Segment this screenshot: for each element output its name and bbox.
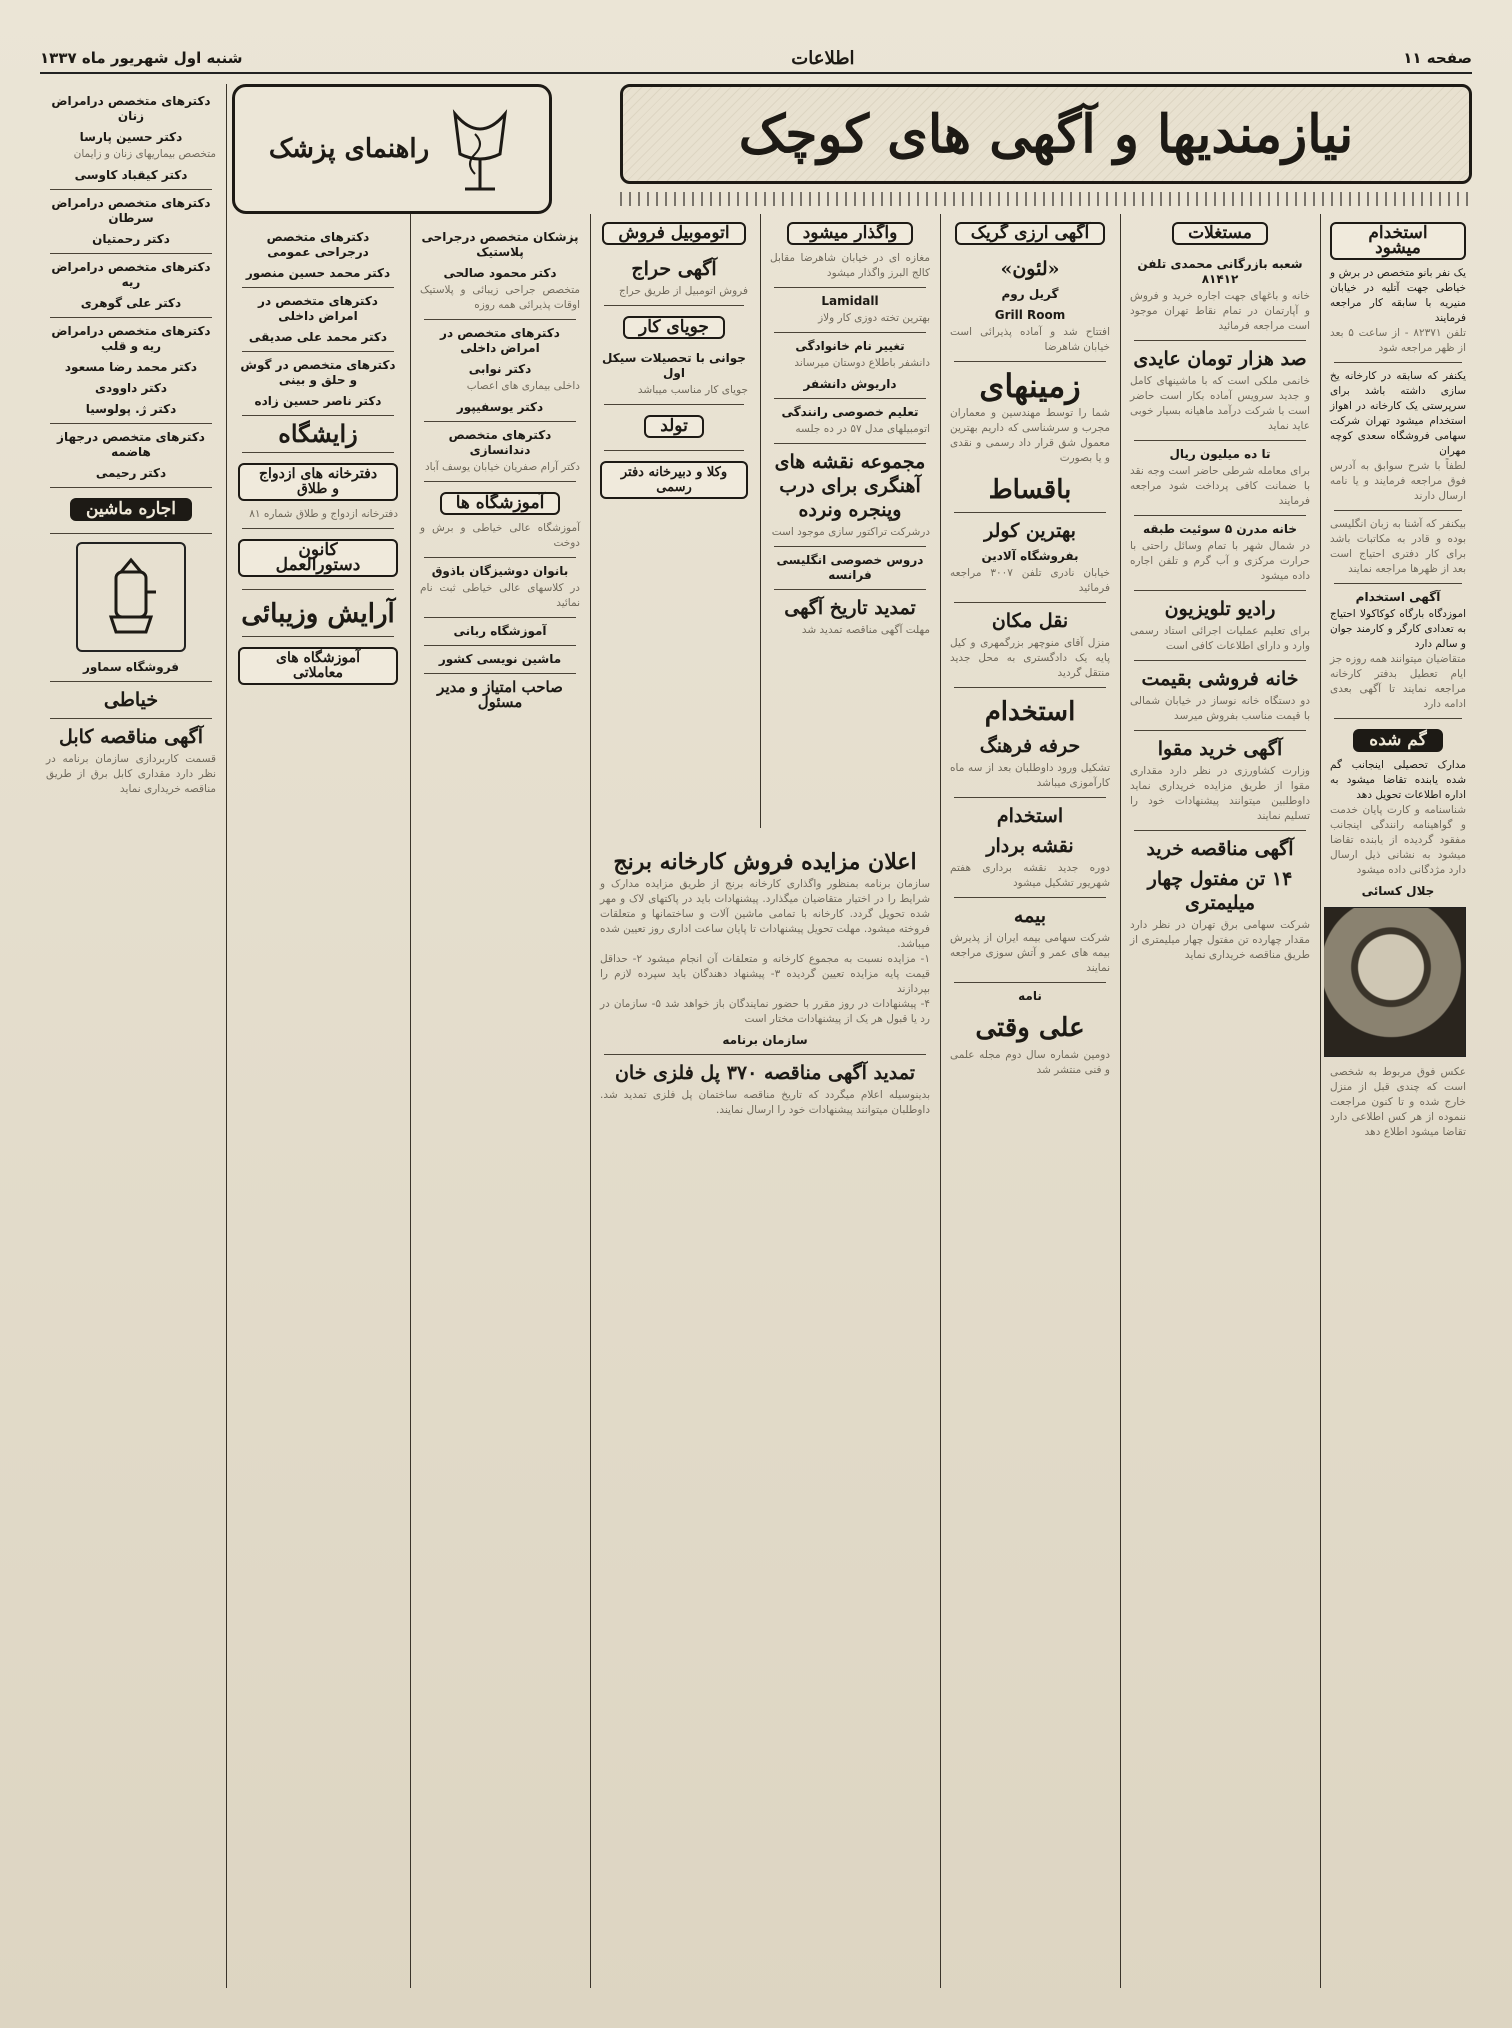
ad-heading: شعبه بازرگانی محمدی تلفن ۸۱۴۱۲ bbox=[1137, 257, 1303, 286]
ad-heading: دکترهای متخصص دندانسازی bbox=[448, 428, 552, 457]
ad-heading: خیاطی bbox=[103, 689, 159, 711]
column-7: دکترهای متخصص درجراحی عمومی دکتر محمد حسین منصور دکترهای متخصص در امراض داخلی دکتر محمد علی صدیقی دکترهای متخصص در گوش و حلق و بینی دکتر ناصر حسین زاده زایشگاه دفترخانه های ازدواج و طلاق دفترخانه ازدواج و طلاق شماره ۸۱ کانون دستورالعمل آرایش وزیبائی آموزشگاه های معاملاتی bbox=[232, 220, 404, 1988]
ad-heading: نقشه بردار bbox=[986, 835, 1074, 857]
auction-notice: اعلان مزایده فروش کارخانه برنج سازمان برنامه بمنظور واگذاری کارخانه برنج از طریق مزایده مدارک و شرایط را در اختیار متقاضیان میگذارد. پیشنهادات باید در پاکتهای لاک و مهر شده تحویل گردد. کارخانه با تمامی ماشین آلات و ساختمانها و متعلقات فروخته میشود. مهلت تحویل پیشنهادات تا پایان ساعت اداری روز تعیین شده میباشد. ۱- مزایده نسبت به مجموع کارخانه و متعلقات آن انجام میشود ۲- حداقل قیمت پایه مزایده تعیین گردیده ۳- پیشنهاد دهندگان باید سپرده لازم را بپردازند ۴- پیشنهادات در روز مقرر با حضور نمایندگان باز خواهد شد ۵- سازمان در رد یا قبول هر یک از پیشنهادات مختار است سازمان برنامه تمدید آگهی مناقصه ۳۷۰ پل فلزی خان بدینوسیله اعلام میگردد که تاریخ مناقصه ساختمان پل فلزی تمدید شد. داوطلبان میتوانند پیشنهادات خود را ارسال نمایند. bbox=[600, 849, 931, 1116]
signature-name: جلال کسائی bbox=[1361, 884, 1435, 898]
page-number: صفحه ۱۱ bbox=[1403, 49, 1472, 67]
banner-title: نیازمندیها و آگهی های کوچک bbox=[738, 103, 1354, 165]
section-heading: پزشکان متخصص درجراحی پلاستیک bbox=[421, 230, 579, 259]
ad-heading: آگهی خرید مقوا bbox=[1157, 738, 1283, 760]
ad-heading: دکترهای متخصص در گوش و حلق و بینی bbox=[240, 358, 396, 387]
doctors-guide-emblem bbox=[232, 84, 552, 214]
ad-subheading: بفروشگاه آلادین bbox=[981, 549, 1079, 563]
ad-heading: دکتر محمد رضا مسعود bbox=[64, 360, 198, 374]
ad-heading: فروشگاه سماور bbox=[82, 660, 180, 674]
ad-heading: آگهی مناقصه خرید bbox=[1146, 838, 1294, 860]
section-heading: دکترهای متخصص درامراض زنان bbox=[51, 94, 211, 123]
ad-heading: آگهی حراج bbox=[631, 258, 717, 280]
ad-heading: دکتر علی گوهری bbox=[80, 296, 182, 310]
ad-heading: دکترهای متخصص در امراض داخلی bbox=[440, 326, 560, 355]
section-heading: مستغلات bbox=[1172, 222, 1268, 245]
ad-heading: دکترهای متخصص درامراض ریه و قلب bbox=[51, 324, 211, 353]
ad-heading: خانه مدرن ۵ سوئیت طبقه bbox=[1142, 522, 1298, 536]
ad-heading: ۱۴ تن مفتول چهار میلیمتری bbox=[1147, 868, 1293, 914]
ad-heading: تغییر نام خانوادگی bbox=[795, 339, 905, 353]
ad-heading: دکترهای متخصص درامراض ریه bbox=[51, 260, 211, 289]
ad-heading: آگهی استخدام bbox=[1355, 590, 1441, 604]
notice-title: اعلان مزایده فروش کارخانه برنج bbox=[613, 849, 917, 875]
ad-subheading-latin: Grill Room bbox=[994, 308, 1066, 322]
ad-heading: دکترهای متخصص در امراض داخلی bbox=[258, 294, 378, 323]
ad-heading: نقل مکان bbox=[991, 610, 1069, 632]
masthead bbox=[40, 48, 1472, 74]
ad-heading: «لئون» bbox=[1000, 258, 1060, 280]
ad-big-heading: استخدام bbox=[984, 697, 1076, 727]
column-3: آگهی ارزی گریک «لئون» گریل روم Grill Room افتتاح شد و آماده پذیرائی است خیابان شاهرضا زمینهای شما را توسط مهندسین و معماران مجرب و سرشناسی که داریم بهترین معمول شق قرار داد رسمی و نقدی و یا بصورت باقساط بهترین کولر بفروشگاه آلادین خیابان نادری تلفن ۳۰۰۷ مراجعه فرمائید نقل مکان منزل آقای منوچهر بزرگمهری و کیل پایه یک دادگستری به محل جدید منتقل گردید استخدام حرفه فرهنگ تشکیل ورود داوطلبان بعد از سه ماه کارآموزی میباشد استخدام نقشه بردار دوره جدید نقشه برداری هفتم شهریور تشکیل میشود بیمه شرکت سهامی بیمه ایران از پذیرش بیمه های عمر و آتش سوزی مراجعه نمایند نامه علی وقتی دومین شماره سال دوم مجله علمی و فنی منتشر شد bbox=[950, 223, 1111, 1076]
ad-heading: حرفه فرهنگ bbox=[979, 735, 1081, 757]
section-heading: دفترخانه های ازدواج و طلاق bbox=[238, 463, 398, 501]
ad-text: اموزدگاه بارگاه کوکاکولا احتیاج به تعدادی کارگر و کارمند جوان و سالم دارد bbox=[1330, 608, 1466, 650]
section-heading: جویای کار bbox=[623, 316, 725, 339]
ad-subheading: داریوش دانشفر bbox=[803, 377, 897, 391]
portrait-photo bbox=[1324, 907, 1466, 1057]
column-4: واگذار میشود مغازه ای در خیابان شاهرضا مقابل کالج البرز واگذار میشود Lamidall بهترین تخته دوزی کار ولاز تغییر نام خانوادگی دانشفر باطلاع دوستان میرساند داریوش دانشفر تعلیم خصوصی رانندگی اتومبیلهای مدل ۵۷ در ده جلسه مجموعه نقشه های آهنگری برای درب وپنجره ونرده درشرکت تراکتور سازی موجود است دروس خصوصی انگلیسی فرانسه تمدید تاریخ آگهی مهلت آگهی مناقصه تمدید شد bbox=[770, 223, 930, 636]
column-2: مستغلات شعبه بازرگانی محمدی تلفن ۸۱۴۱۲ خانه و باغهای جهت اجاره خرید و فروش و آپارتمان در تمام نقاط تهران موجود است مراجعه فرمائید صد هزار تومان عایدی خانمی ملکی است که با ماشینهای کامل و جدید سرویس آماده بکار است حاضر است با شرکت درآمد ماهیانه بسیار خوبی عاید نماید تا ده میلیون ریال برای معامله شرطی حاضر است وجه نقد با ضمانت کافی پرداخت شود مراجعه فرمایند خانه مدرن ۵ سوئیت طبقه در شمال شهر با تمام وسائل راحتی با حرارت مرکزی و آب گرم و تلفن اجاره داده میشود رادیو تلویزیون برای تعلیم عملیات اجرائی استاد رسمی وارد و دارای اطلاعات کافی است خانه فروشی بقیمت دو دستگاه خانه نوساز در خیابان شمالی با قیمت مناسب بفروش میرسد آگهی خرید مقوا وزارت کشاورزی در نظر دارد مقداری مقوا از طریق مزایده خریداری نماید داوطلبین میتوانند پیشنهادات خود را تسلیم نمایند آگهی مناقصه خرید ۱۴ تن مفتول چهار میلیمتری شرکت سهامی برق تهران در نظر دارد مقدار چهارده تن مفتول چهار میلیمتری از طریق مناقصه خریداری نماید bbox=[1130, 223, 1310, 961]
ad-heading: تا ده میلیون ریال bbox=[1169, 447, 1271, 461]
section-heading: اتوموبیل فروش bbox=[602, 222, 745, 245]
ad-subheading: نامه bbox=[1018, 989, 1042, 1003]
ad-heading: دکتر محمود صالحی bbox=[443, 266, 557, 280]
notice-footer: سازمان برنامه bbox=[722, 1033, 808, 1047]
section-heading: آگهی ارزی گریک bbox=[955, 222, 1106, 245]
ad-heading: دکتر ناصر حسین زاده bbox=[254, 394, 382, 408]
samovar-icon bbox=[96, 552, 166, 642]
ad-heading: بانوان دوشیزگان باذوق bbox=[431, 564, 569, 578]
ad-heading: Lamidall bbox=[821, 294, 879, 308]
column-5: اتوموبیل فروش آگهی حراج فروش اتومبیل از طریق حراج جویای کار جوانی با تحصیلات سیکل اول جویای کار مناسب میباشد تولد وکلا و دبیرخانه دفتر رسمی bbox=[594, 214, 754, 828]
caduceus-icon bbox=[445, 104, 515, 194]
ad-subheading: گریل روم bbox=[1001, 287, 1059, 301]
ad-heading: استخدام bbox=[996, 805, 1064, 827]
ad-heading: تعلیم خصوصی رانندگی bbox=[781, 405, 919, 419]
ad-heading: زایشگاه bbox=[278, 419, 358, 448]
section-heading: وکلا و دبیرخانه دفتر رسمی bbox=[600, 461, 748, 499]
ad-heading: دکتر محمد حسین منصور bbox=[245, 266, 391, 280]
ad-heading: آموزشگاه ربانی bbox=[453, 624, 547, 638]
ad-big-heading: علی وقتی bbox=[975, 1013, 1085, 1043]
ad-heading: دروس خصوصی انگلیسی فرانسه bbox=[776, 553, 924, 582]
ad-heading: دکتر نوابی bbox=[468, 362, 532, 376]
emblem-title: راهنمای پزشک bbox=[268, 134, 430, 164]
section-heading: آموزشگاه های معاملاتی bbox=[238, 647, 398, 685]
section-heading: کانون دستورالعمل bbox=[238, 539, 398, 577]
section-heading: واگذار میشود bbox=[787, 222, 914, 245]
section-heading: اجاره ماشین bbox=[70, 498, 192, 521]
ad-heading: دکترهای متخصص درامراض سرطان bbox=[51, 196, 211, 225]
ad-heading: صد هزار تومان عایدی bbox=[1133, 348, 1307, 370]
ad-big-heading: زمینهای bbox=[979, 367, 1081, 405]
ad-heading: صاحب امتیاز و مدیر مسئول bbox=[437, 678, 563, 711]
notice-title-2: تمدید آگهی مناقصه ۳۷۰ پل فلزی خان bbox=[614, 1062, 916, 1084]
issue-date: شنبه اول شهریور ماه ۱۳۳۷ bbox=[40, 49, 243, 67]
ad-heading: دکتر داوودی bbox=[94, 381, 168, 395]
lost-heading: گم شده bbox=[1353, 729, 1442, 752]
column-1: استخدام میشود یک نفر بانو متخصص در برش و خیاطی جهت آتلیه در خیابان منیریه با سابقه کار مراجعه فرمایند تلفن ۸۲۳۷۱ - از ساعت ۵ بعد از ظهر مراجعه شود یکنفر که سابقه در کارخانه یخ سازی داشته باشد برای سرپرستی یک کارخانه در اهواز استخدام میشود تهران شرکت سهامی فروشگاه سعدی کوچه مهران لطفاً با شرح سوابق به آدرس فوق مراجعه فرمایند و یا نامه ارسال دارند بیکنفر که آشنا به زبان انگلیسی بوده و قادر به مکاتبات باشد برای کار دفتری احتیاج است بعد از ظهرها مراجعه نمایند آگهی استخدام اموزدگاه بارگاه کوکاکولا احتیاج به تعدادی کارگر و کارمند جوان و سالم دارد متقاضیان میتوانند همه روزه جز ایام تعطیل بدفتر کارخانه مراجعه نمایند تا آگهی بعدی ادامه دارد گم شده مدارک تحصیلی اینجانب گم شده یابنده تقاضا میشود به اداره اطلاعات تحویل دهد شناسنامه و کارت پایان خدمت و گواهینامه رانندگی اینجانب مفقود گردیده از یابنده تقاضا میشود به نشانی ذیل ارسال دارد مژدگانی داده میشود جلال کسائی عکس فوق مربوط به شخصی است که چندی قبل از منزل خارج شده و تا کنون مراجعت ننموده از هر کس اطلاعی دارد تقاضا میشود اطلاع دهد bbox=[1324, 214, 1472, 1988]
section-heading: آموزشگاه ها bbox=[440, 492, 561, 515]
ad-heading: دکتر محمد علی صدیقی bbox=[248, 330, 388, 344]
decorative-zigzag bbox=[620, 192, 1472, 206]
ad-heading: بیمه bbox=[1013, 905, 1047, 927]
ad-big-heading: آرایش وزیبائی bbox=[241, 599, 395, 629]
ad-heading: جوانی با تحصیلات سیکل اول bbox=[602, 351, 746, 380]
ad-text: یکنفر که سابقه در کارخانه یخ سازی داشته باشد برای سرپرستی یک کارخانه در اهواز استخدام میشود تهران شرکت سهامی فروشگاه سعدی کوچه مهران bbox=[1330, 370, 1466, 457]
ad-heading: دکتر کیقباد کاوسی bbox=[74, 168, 188, 182]
paper-name: اطلاعات bbox=[791, 47, 855, 69]
ad-heading: دکتر رحمتیان bbox=[92, 232, 170, 246]
ad-heading: مجموعه نقشه های آهنگری برای درب وپنجره ونرده bbox=[774, 451, 926, 521]
ad-heading: تمدید تاریخ آگهی bbox=[784, 597, 916, 619]
ad-heading: دکتر حسین پارسا bbox=[79, 130, 183, 144]
classifieds-banner bbox=[620, 84, 1472, 184]
ad-text: یک نفر بانو متخصص در برش و خیاطی جهت آتلیه در خیابان منیریه با سابقه کار مراجعه فرمایند bbox=[1330, 267, 1466, 324]
section-heading: تولد bbox=[644, 415, 704, 438]
ad-heading: بهترین کولر bbox=[984, 520, 1076, 542]
ad-heading: دکتر یوسفیپور bbox=[456, 400, 544, 414]
column-8: دکترهای متخصص درامراض زنان دکتر حسین پارسا متخصص بیماریهای زنان و زایمان دکتر کیقباد کاوسی دکترهای متخصص درامراض سرطان دکتر رحمتیان دکترهای متخصص درامراض ریه دکتر علی گوهری دکترهای متخصص درامراض ریه و قلب دکتر محمد رضا مسعود دکتر داوودی دکتر ژ. پولوسیا دکترهای متخصص درجهاز هاضمه دکتر رحیمی اجاره ماشین فروشگاه سماور خیاطی آگهی مناقصه کابل قسمت کاربردازی سازمان برنامه در نظر دارد مقداری کابل برق از طریق مناقصه خریداری نماید bbox=[46, 94, 216, 795]
ad-big-heading: باقساط bbox=[988, 475, 1072, 505]
ad-heading: رادیو تلویزیون bbox=[1164, 598, 1276, 620]
ad-heading: خانه فروشی بقیمت bbox=[1141, 668, 1299, 690]
ad-heading: دکترهای متخصص درجهاز هاضمه bbox=[57, 430, 205, 459]
column-6: پزشکان متخصص درجراحی پلاستیک دکتر محمود صالحی متخصص جراحی زیبائی و پلاستیک اوقات پذیرائی همه روزه دکترهای متخصص در امراض داخلی دکتر نوابی داخلی بیماری های اعصاب دکتر یوسفیپور دکترهای متخصص دندانسازی دکتر آرام صفریان خیابان یوسف آباد آموزشگاه ها آموزشگاه عالی خیاطی و برش و دوخت بانوان دوشیزگان باذوق در کلاسهای عالی خیاطی ثبت نام نمائید آموزشگاه ربانی ماشین نویسی کشور صاحب امتیاز و مدیر مسئول bbox=[420, 230, 580, 711]
section-heading: استخدام میشود bbox=[1330, 222, 1466, 260]
section-heading: دکترهای متخصص درجراحی عمومی bbox=[266, 230, 370, 259]
ad-text: مدارک تحصیلی اینجانب گم شده یابنده تقاضا میشود به اداره اطلاعات تحویل دهد bbox=[1330, 759, 1466, 801]
ad-heading: دکتر رحیمی bbox=[95, 466, 167, 480]
samovar-ad-image bbox=[76, 542, 186, 652]
ad-heading: ماشین نویسی کشور bbox=[438, 652, 562, 666]
ad-heading: آگهی مناقصه کابل bbox=[58, 726, 204, 748]
ad-heading: دکتر ژ. پولوسیا bbox=[85, 402, 177, 416]
